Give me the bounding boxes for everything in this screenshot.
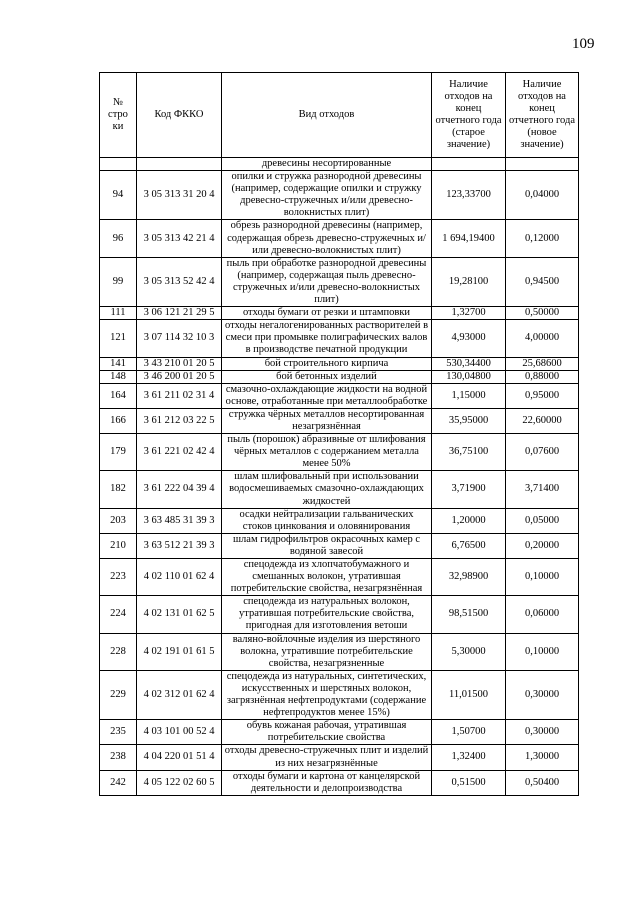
waste-type-cell: пыль при обработке разнородной древесины (например, содержащая пыль древесно-стружечных и/или древесно-волокнистых плит) bbox=[222, 257, 432, 306]
fkko-code-cell: 3 61 211 02 31 4 bbox=[137, 383, 222, 408]
new-value-cell: 0,88000 bbox=[506, 370, 579, 383]
new-value-cell: 0,95000 bbox=[506, 383, 579, 408]
old-value-cell: 36,75100 bbox=[432, 434, 506, 471]
new-value-cell: 0,20000 bbox=[506, 533, 579, 558]
row-number-cell: 235 bbox=[100, 720, 137, 745]
row-number-cell: 99 bbox=[100, 257, 137, 306]
waste-type-cell: спецодежда из натуральных волокон, утратившая потребительские свойства, пригодная для изготовления ветоши bbox=[222, 596, 432, 633]
waste-type-cell: обрезь разнородной древесины (например, содержащая обрезь древесно-стружечных и/или древесно-волокнистых плит) bbox=[222, 220, 432, 257]
table-row bbox=[100, 745, 579, 770]
old-value-cell: 3,71900 bbox=[432, 471, 506, 508]
fkko-code-cell: 3 46 200 01 20 5 bbox=[137, 370, 222, 383]
old-value-cell: 4,93000 bbox=[432, 320, 506, 357]
fkko-code-cell: 4 03 101 00 52 4 bbox=[137, 720, 222, 745]
row-number-cell: 111 bbox=[100, 307, 137, 320]
table-row bbox=[100, 220, 579, 257]
table-body bbox=[100, 158, 579, 796]
fkko-code-cell: 4 02 131 01 62 5 bbox=[137, 596, 222, 633]
continuation-row bbox=[100, 158, 579, 171]
fkko-code-cell: 3 05 313 31 20 4 bbox=[137, 171, 222, 220]
old-value-cell: 32,98900 bbox=[432, 559, 506, 596]
waste-type-cell: опилки и стружка разнородной древесины (например, содержащие опилки и стружку древесно-стружечных и/или древесно-волокнистых плит) bbox=[222, 171, 432, 220]
waste-table bbox=[99, 72, 579, 796]
old-value-cell: 35,95000 bbox=[432, 408, 506, 433]
table-row bbox=[100, 320, 579, 357]
new-value-cell: 25,68600 bbox=[506, 357, 579, 370]
old-value-cell: 98,51500 bbox=[432, 596, 506, 633]
old-value-cell: 130,04800 bbox=[432, 370, 506, 383]
fkko-code-cell: 3 43 210 01 20 5 bbox=[137, 357, 222, 370]
row-number-cell: 242 bbox=[100, 770, 137, 795]
fkko-code-cell: 3 61 212 03 22 5 bbox=[137, 408, 222, 433]
new-value-cell: 0,94500 bbox=[506, 257, 579, 306]
header-new-value: Наличие отходов на конец отчетного года (новое значение) bbox=[506, 73, 579, 158]
waste-type-cell: спецодежда из хлопчатобумажного и смешанных волокон, утратившая потребительские свойства, незагрязнённая bbox=[222, 559, 432, 596]
row-number-cell: 223 bbox=[100, 559, 137, 596]
table-row bbox=[100, 434, 579, 471]
table-row bbox=[100, 357, 579, 370]
new-value-cell: 3,71400 bbox=[506, 471, 579, 508]
new-value-cell: 0,12000 bbox=[506, 220, 579, 257]
header-old-value: Наличие отходов на конец отчетного года (старое значение) bbox=[432, 73, 506, 158]
row-number-cell: 164 bbox=[100, 383, 137, 408]
row-number-cell: 238 bbox=[100, 745, 137, 770]
header-row-number: № стро ки bbox=[100, 73, 137, 158]
new-value-cell: 4,00000 bbox=[506, 320, 579, 357]
old-value-cell: 1,20000 bbox=[432, 508, 506, 533]
fkko-code-cell: 4 02 312 01 62 4 bbox=[137, 670, 222, 719]
fkko-code-cell: 3 63 485 31 39 3 bbox=[137, 508, 222, 533]
old-value-cell: 1,32400 bbox=[432, 745, 506, 770]
old-value-cell: 123,33700 bbox=[432, 171, 506, 220]
new-value-cell: 0,50000 bbox=[506, 307, 579, 320]
row-number-cell: 121 bbox=[100, 320, 137, 357]
old-value-cell: 6,76500 bbox=[432, 533, 506, 558]
old-value-cell: 1,32700 bbox=[432, 307, 506, 320]
fkko-code-cell: 3 05 313 52 42 4 bbox=[137, 257, 222, 306]
fkko-code-cell: 3 61 222 04 39 4 bbox=[137, 471, 222, 508]
table-row bbox=[100, 670, 579, 719]
waste-type-cell: шлам шлифовальный при использовании водосмешиваемых смазочно-охлаждающих жидкостей bbox=[222, 471, 432, 508]
old-value-cell: 0,51500 bbox=[432, 770, 506, 795]
old-value-cell: 19,28100 bbox=[432, 257, 506, 306]
table-row bbox=[100, 257, 579, 306]
fkko-code-cell: 4 04 220 01 51 4 bbox=[137, 745, 222, 770]
table-row bbox=[100, 596, 579, 633]
table-row bbox=[100, 171, 579, 220]
waste-type-cell: отходы древесно-стружечных плит и изделий из них незагрязнённые bbox=[222, 745, 432, 770]
table-row bbox=[100, 307, 579, 320]
new-value-cell: 0,10000 bbox=[506, 633, 579, 670]
old-value-cell: 5,30000 bbox=[432, 633, 506, 670]
new-value-cell: 0,50400 bbox=[506, 770, 579, 795]
row-number-cell: 94 bbox=[100, 171, 137, 220]
waste-type-cell: обувь кожаная рабочая, утратившая потребительские свойства bbox=[222, 720, 432, 745]
row-number-cell: 166 bbox=[100, 408, 137, 433]
new-value-cell: 22,60000 bbox=[506, 408, 579, 433]
waste-type-cell: отходы бумаги и картона от канцелярской деятельности и делопроизводства bbox=[222, 770, 432, 795]
new-value-cell: 0,05000 bbox=[506, 508, 579, 533]
waste-type-cell: осадки нейтрализации гальванических стоков цинкования и оловянирования bbox=[222, 508, 432, 533]
row-number-cell: 96 bbox=[100, 220, 137, 257]
fkko-code-cell: 3 61 221 02 42 4 bbox=[137, 434, 222, 471]
page-number: 109 bbox=[572, 36, 595, 52]
new-value-cell: 1,30000 bbox=[506, 745, 579, 770]
old-value-cell: 1,50700 bbox=[432, 720, 506, 745]
waste-type-cell: шлам гидрофильтров окрасочных камер с водяной завесой bbox=[222, 533, 432, 558]
fkko-code-cell: 4 05 122 02 60 5 bbox=[137, 770, 222, 795]
table-header bbox=[100, 73, 579, 158]
table-row bbox=[100, 370, 579, 383]
waste-type-cell: спецодежда из натуральных, синтетических, искусственных и шерстяных волокон, загрязнённая нефтепродуктами (содержание нефтепродуктов менее 15%) bbox=[222, 670, 432, 719]
waste-type-cell: бой строительного кирпича bbox=[222, 357, 432, 370]
waste-type-cell: смазочно-охлаждающие жидкости на водной основе, отработанные при металлообработке bbox=[222, 383, 432, 408]
row-number-cell: 148 bbox=[100, 370, 137, 383]
table-row bbox=[100, 471, 579, 508]
row-number-cell: 141 bbox=[100, 357, 137, 370]
row-number-cell: 228 bbox=[100, 633, 137, 670]
old-value-cell: 1 694,19400 bbox=[432, 220, 506, 257]
old-value-cell: 1,15000 bbox=[432, 383, 506, 408]
fkko-code-cell: 4 02 191 01 61 5 bbox=[137, 633, 222, 670]
new-value-cell: 0,10000 bbox=[506, 559, 579, 596]
old-value-cell: 530,34400 bbox=[432, 357, 506, 370]
table-row bbox=[100, 533, 579, 558]
waste-type-cell: пыль (порошок) абразивные от шлифования чёрных металлов с содержанием металла менее 50% bbox=[222, 434, 432, 471]
waste-type-cell: валяно-войлочные изделия из шерстяного волокна, утратившие потребительские свойства, незагрязненные bbox=[222, 633, 432, 670]
table-row bbox=[100, 720, 579, 745]
new-value-cell: 0,07600 bbox=[506, 434, 579, 471]
table-row bbox=[100, 770, 579, 795]
new-value-cell: 0,30000 bbox=[506, 720, 579, 745]
waste-type-cell: стружка чёрных металлов несортированная незагрязнённая bbox=[222, 408, 432, 433]
fkko-code-cell: 3 07 114 32 10 3 bbox=[137, 320, 222, 357]
row-number-cell: 203 bbox=[100, 508, 137, 533]
continuation-text: древесины несортированные bbox=[222, 158, 432, 171]
row-number-cell: 229 bbox=[100, 670, 137, 719]
header-waste-type: Вид отходов bbox=[222, 73, 432, 158]
waste-type-cell: отходы негалогенированных растворителей в смеси при промывке полиграфических валов в производстве печатной продукции bbox=[222, 320, 432, 357]
waste-type-cell: отходы бумаги от резки и штамповки bbox=[222, 307, 432, 320]
fkko-code-cell: 3 06 121 21 29 5 bbox=[137, 307, 222, 320]
fkko-code-cell: 3 05 313 42 21 4 bbox=[137, 220, 222, 257]
header-fkko-code: Код ФККО bbox=[137, 73, 222, 158]
new-value-cell: 0,06000 bbox=[506, 596, 579, 633]
waste-type-cell: бой бетонных изделий bbox=[222, 370, 432, 383]
table-row bbox=[100, 633, 579, 670]
row-number-cell: 179 bbox=[100, 434, 137, 471]
row-number-cell: 224 bbox=[100, 596, 137, 633]
new-value-cell: 0,04000 bbox=[506, 171, 579, 220]
table-row bbox=[100, 559, 579, 596]
fkko-code-cell: 3 63 512 21 39 3 bbox=[137, 533, 222, 558]
table-row bbox=[100, 408, 579, 433]
table-row bbox=[100, 383, 579, 408]
fkko-code-cell: 4 02 110 01 62 4 bbox=[137, 559, 222, 596]
row-number-cell: 182 bbox=[100, 471, 137, 508]
table-row bbox=[100, 508, 579, 533]
row-number-cell: 210 bbox=[100, 533, 137, 558]
new-value-cell: 0,30000 bbox=[506, 670, 579, 719]
old-value-cell: 11,01500 bbox=[432, 670, 506, 719]
